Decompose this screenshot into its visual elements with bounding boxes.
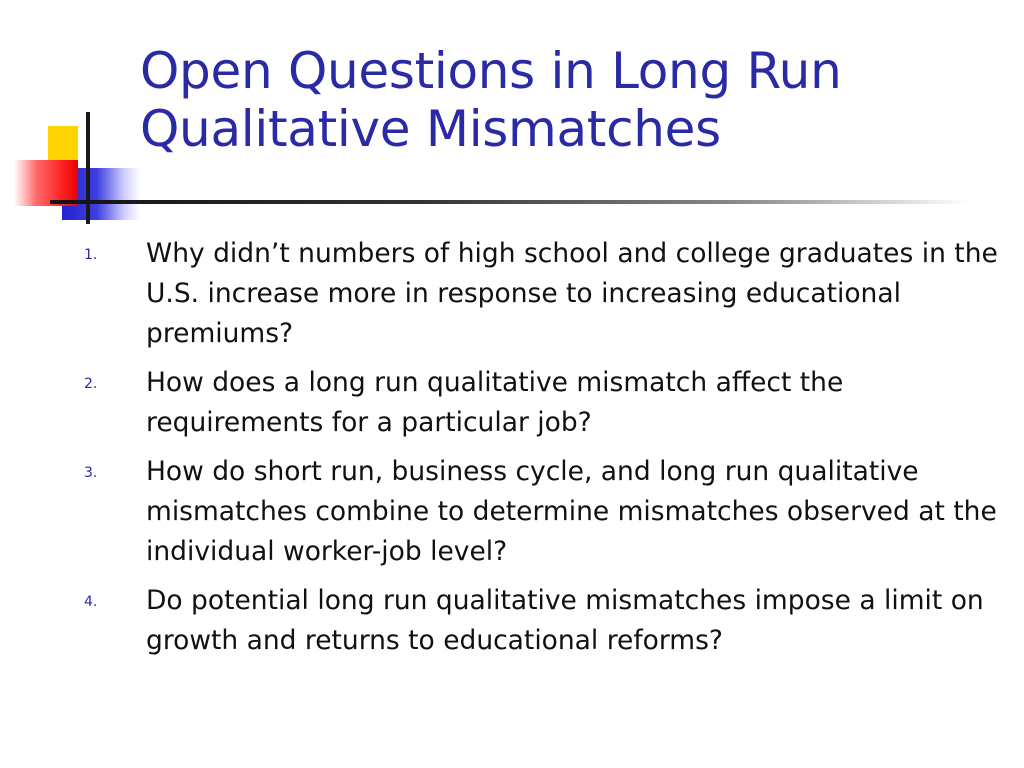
list-item-number: 1. [84, 247, 98, 263]
list-item [84, 452, 1014, 572]
slide-title: Open Questions in Long Run Qualitative Mismatches [140, 42, 842, 158]
slide-decoration-logo [0, 0, 150, 240]
list-item-text: How does a long run qualitative mismatch affect the requirements for a particular job? [146, 367, 844, 438]
list-item-number: 2. [84, 376, 98, 392]
list-item [84, 234, 1014, 354]
list-item-number: 4. [84, 594, 98, 610]
question-list [84, 234, 1014, 670]
vertical-rule-decoration [86, 112, 90, 224]
list-item-number: 3. [84, 465, 98, 481]
list-item-text: How do short run, business cycle, and long run qualitative mismatches combine to determine mismatches observed at the individual worker-job level? [146, 456, 997, 567]
yellow-square-decoration [48, 126, 78, 160]
list-item-text: Why didn’t numbers of high school and college graduates in the U.S. increase more in response to increasing educational premiums? [146, 238, 998, 349]
list-item [84, 581, 1014, 661]
list-item [84, 363, 1014, 443]
list-item-text: Do potential long run qualitative mismatches impose a limit on growth and returns to educational reforms? [146, 585, 984, 656]
title-underline-rule [50, 200, 970, 204]
